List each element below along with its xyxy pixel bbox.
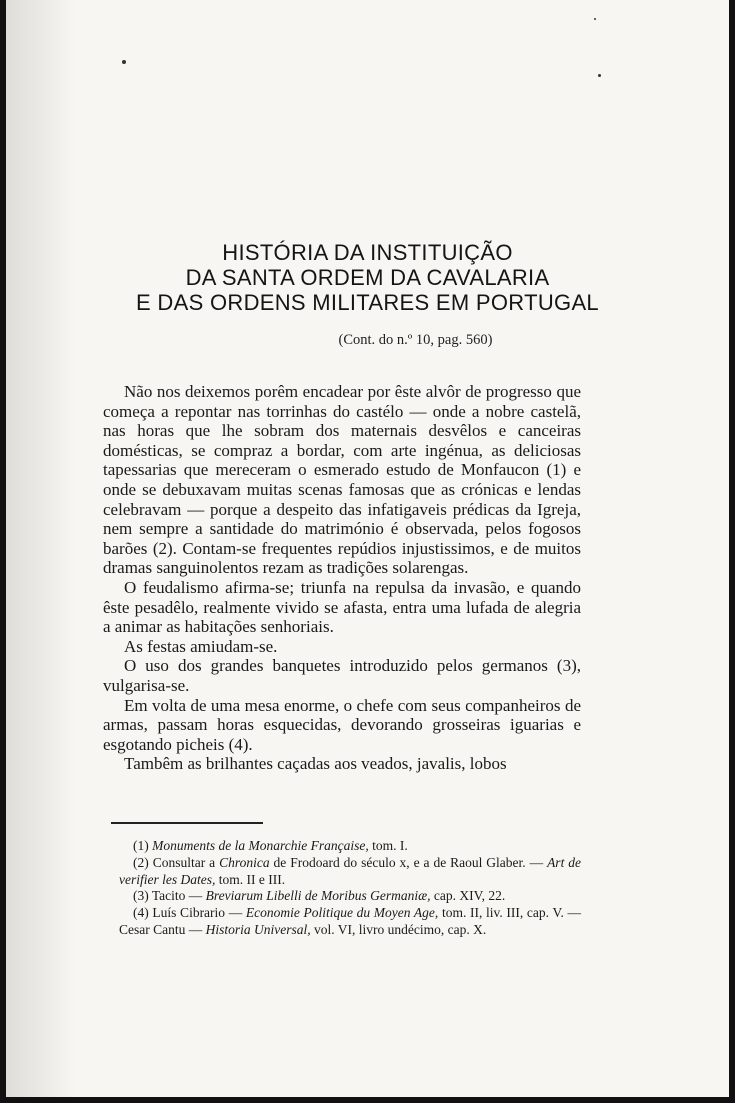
title-line-3: E DAS ORDENS MILITARES EM PORTUGAL [136, 290, 599, 315]
footnote-divider [111, 822, 263, 824]
footnote-3 [119, 888, 581, 905]
footnote-work-title: Economie Politique du Moyen Age, [245, 905, 439, 921]
footnote-work-title: Historia Universal, [205, 921, 311, 937]
article-body [103, 382, 581, 774]
title-line-2: DA SANTA ORDEM DA CAVALARIA [185, 265, 550, 290]
footnote-text: Consultar a [148, 854, 220, 870]
footnote-text: Luís Cibrario — [148, 905, 246, 921]
ink-speck [598, 74, 601, 77]
footnote-1 [119, 838, 581, 855]
footnote-work-title: Art de verifier les Dates, [119, 854, 581, 887]
paragraph: Tambêm as brilhantes caçadas aos veados, javalis, lobos [124, 754, 507, 774]
scan-shading [6, 0, 76, 1097]
ink-speck [594, 18, 596, 20]
footnote-4 [119, 905, 581, 939]
footnote-text: tom. I. [368, 838, 408, 853]
paragraph: O feudalismo afirma-se; triunfa na repulsa da invasão, e quando êste pesadêlo, realmente vivido se afasta, entra uma lufada de alegria a animar as habitações senhoriais. [103, 577, 581, 637]
footnote-text: vol. VI, livro undécimo, cap. X. [310, 921, 487, 937]
footnote-number: (2) [133, 854, 149, 870]
footnotes [119, 838, 581, 939]
document-page [6, 0, 729, 1097]
footnote-number: (1) [133, 838, 149, 853]
paragraph: As festas amiudam-se. [124, 636, 278, 656]
footnote-work-title: Chronica [219, 854, 270, 870]
continuation-note: (Cont. do n.º 10, pag. 560) [338, 332, 493, 348]
paragraph: Não nos deixemos porêm encadear por êste alvôr de progresso que começa a repontar nas torrinhas do castélo — onde a nobre castelã, nas horas que lhe sobram dos maternais desvêlos e canceiras domésticas, se compraz a bordar, com arte ingénua, as deliciosas tapessarias que mereceram o esmerado estudo de Monfaucon (1) e onde se debuxavam muitas scenas famosas que as crónicas e lendas celebravam — porque a despeito das infatigaveis prédicas da Igreja, nem sempre a santidade do matrimónio é observada, pelos fogosos barões (2). Contam-se frequentes repúdios injustissimos, e de muitos dramas sanguinolentos rezam as tradições solarengas. [103, 382, 581, 578]
footnote-number: (4) [133, 905, 149, 921]
footnote-work-title: Breviarum Libelli de Moribus Germaniæ, [205, 888, 431, 904]
paragraph: Em volta de uma mesa enorme, o chefe com seus companheiros de armas, passam horas esquecidas, devorando grosseiras iguarias e esgotando picheis (4). [103, 695, 581, 754]
footnote-number: (3) [133, 888, 149, 904]
paragraph: O uso dos grandes banquetes introduzido pelos germanos (3), vulgarisa-se. [103, 656, 581, 695]
footnote-work-title: Monuments de la Monarchie Française, [152, 838, 369, 853]
footnote-text: cap. XIV, 22. [430, 888, 506, 904]
footnote-text: de Frodoard do século x, e a de Raoul Glaber. — [269, 854, 548, 870]
ink-speck [122, 60, 126, 64]
footnote-text: tom. II e III. [215, 871, 286, 887]
article-title [6, 240, 729, 315]
footnote-2 [119, 855, 581, 889]
footnote-text: Tacito — [148, 888, 206, 904]
footnote-text: tom. II, liv. III, cap. V. — Cesar Cantu — [119, 905, 581, 937]
title-line-1: HISTÓRIA DA INSTITUIÇÃO [222, 240, 513, 265]
